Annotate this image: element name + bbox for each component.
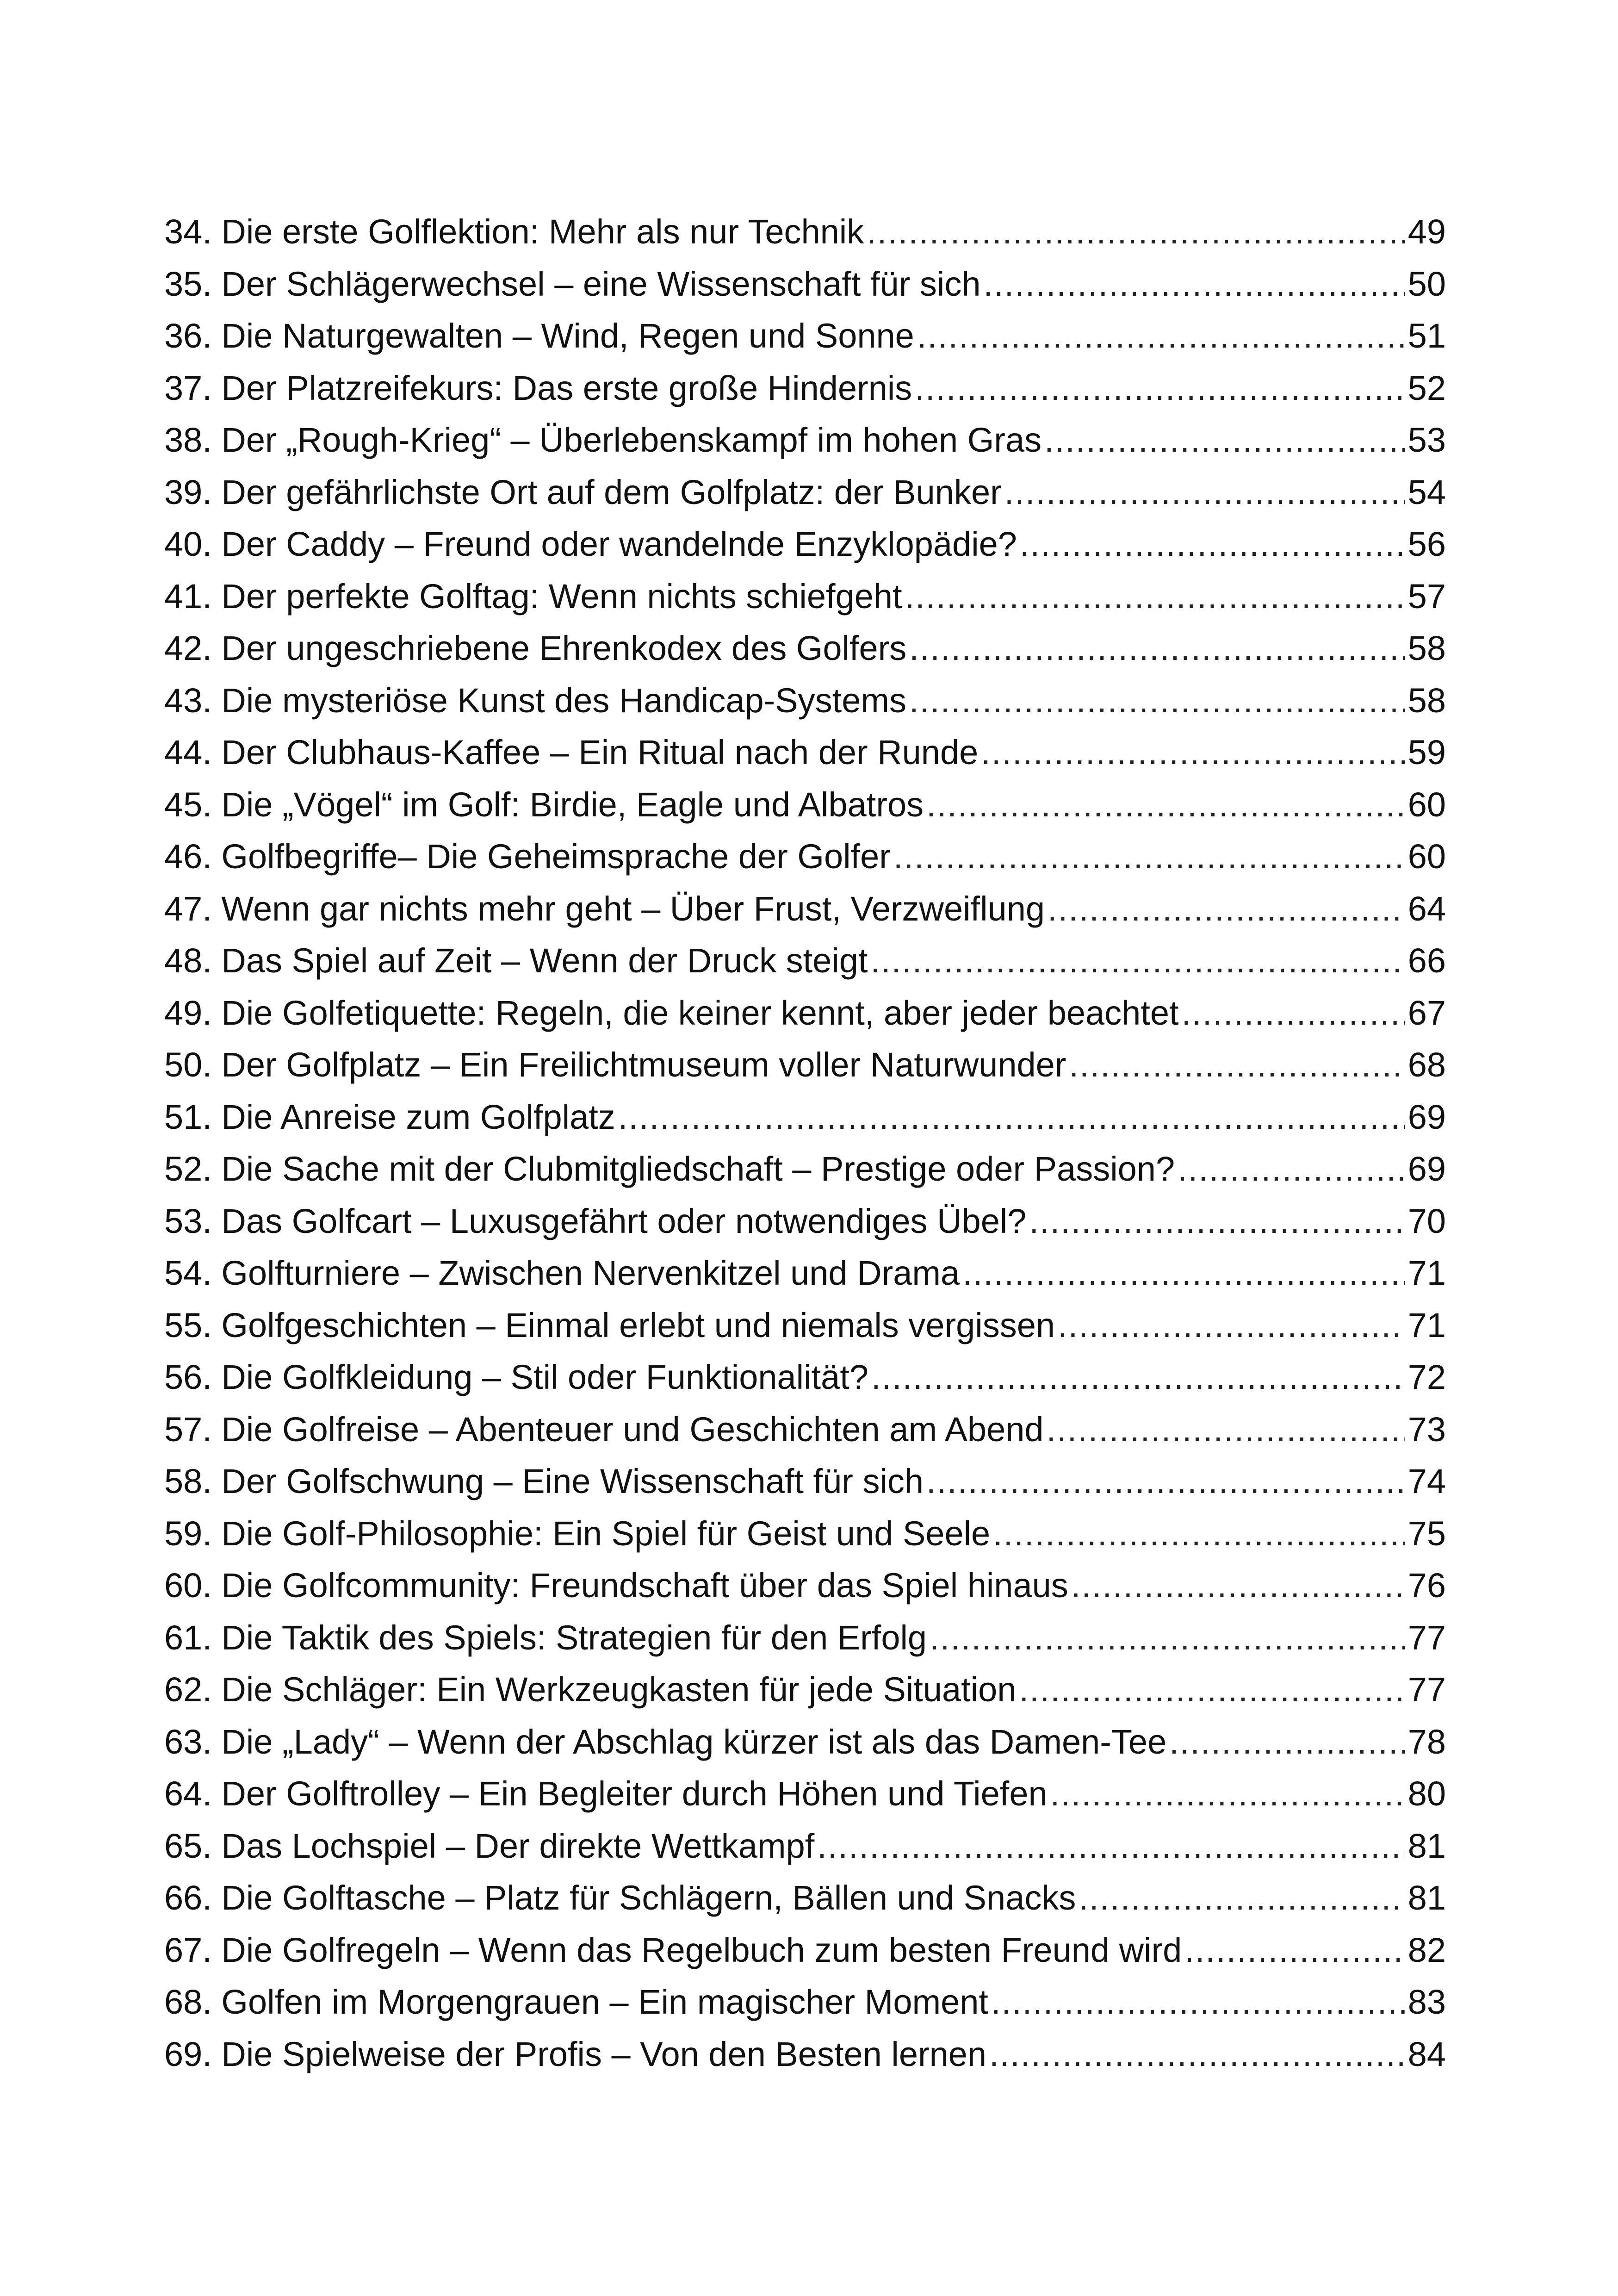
- toc-entry[interactable]: [164, 1664, 1446, 1716]
- dot-leader: [1169, 1716, 1405, 1768]
- toc-entry-title: 39. Der gefährlichste Ort auf dem Golfplatz: der Bunker: [164, 473, 1002, 511]
- toc-entry-title: 51. Die Anreise zum Golfplatz: [164, 1097, 615, 1136]
- dot-leader: [1184, 1924, 1405, 1977]
- toc-entry[interactable]: [164, 1300, 1446, 1352]
- dot-leader: [926, 779, 1405, 831]
- toc-entry-title: 69. Die Spielweise der Profis – Von den Besten lernen: [164, 2035, 987, 2073]
- toc-entry[interactable]: [164, 1924, 1446, 1977]
- toc-entry-title: 52. Die Sache mit der Clubmitgliedschaft – Prestige oder Passion?: [164, 1150, 1175, 1188]
- toc-entry-page-number: 73: [1407, 1410, 1446, 1449]
- toc-entry-page-number: 58: [1407, 629, 1446, 667]
- dot-leader: [981, 727, 1405, 779]
- toc-entry-page-number: 70: [1407, 1201, 1446, 1240]
- toc-entry-page-number: 69: [1407, 1150, 1446, 1188]
- dot-leader: [1050, 1768, 1405, 1820]
- dot-leader: [962, 1247, 1405, 1300]
- dot-leader: [817, 1820, 1405, 1873]
- dot-leader: [618, 1091, 1405, 1144]
- toc-entry[interactable]: [164, 362, 1446, 415]
- dot-leader: [905, 571, 1405, 623]
- toc-entry[interactable]: [164, 779, 1446, 831]
- toc-entry-page-number: 81: [1407, 1879, 1446, 1917]
- toc-entry-page-number: 71: [1407, 1306, 1446, 1344]
- toc-entry-page-number: 81: [1407, 1826, 1446, 1865]
- toc-entry-title: 54. Golfturniere – Zwischen Nervenkitzel und Drama: [164, 1254, 960, 1292]
- toc-entry[interactable]: [164, 1456, 1446, 1508]
- toc-entry-title: 66. Die Golftasche – Platz für Schlägern, Bällen und Snacks: [164, 1879, 1076, 1917]
- toc-entry[interactable]: [164, 467, 1446, 519]
- toc-entry[interactable]: [164, 1351, 1446, 1404]
- dot-leader: [1004, 467, 1405, 519]
- dot-leader: [926, 1456, 1405, 1508]
- dot-leader: [1079, 1872, 1405, 1924]
- toc-entry-title: 64. Der Golftrolley – Ein Begleiter durch Höhen und Tiefen: [164, 1774, 1048, 1813]
- dot-leader: [909, 675, 1405, 727]
- toc-entry-page-number: 82: [1407, 1930, 1446, 1969]
- toc-entry-page-number: 56: [1407, 525, 1446, 563]
- toc-entry-page-number: 51: [1407, 317, 1446, 355]
- toc-entry[interactable]: [164, 1976, 1446, 2028]
- toc-entry[interactable]: [164, 1404, 1446, 1456]
- toc-entry-page-number: 64: [1407, 889, 1446, 928]
- toc-entry-title: 56. Die Golfkleidung – Stil oder Funktionalität?: [164, 1358, 868, 1396]
- dot-leader: [1029, 1195, 1405, 1248]
- toc-entry[interactable]: [164, 2028, 1446, 2081]
- toc-entry-page-number: 71: [1407, 1254, 1446, 1292]
- toc-entry-title: 47. Wenn gar nichts mehr geht – Über Frust, Verzweiflung: [164, 889, 1045, 928]
- toc-entry-title: 37. Der Platzreifekurs: Das erste große Hindernis: [164, 368, 912, 407]
- toc-entry-title: 57. Die Golfreise – Abenteuer und Geschichten am Abend: [164, 1410, 1044, 1449]
- toc-entry-page-number: 72: [1407, 1358, 1446, 1396]
- toc-entry-title: 58. Der Golfschwung – Eine Wissenschaft für sich: [164, 1462, 924, 1500]
- toc-entry-title: 53. Das Golfcart – Luxusgefährt oder notwendiges Übel?: [164, 1201, 1027, 1240]
- dot-leader: [909, 622, 1405, 675]
- toc-entry-title: 40. Der Caddy – Freund oder wandelnde Enzyklopädie?: [164, 525, 1017, 563]
- toc-entry-title: 49. Die Golfetiquette: Regeln, die keiner kennt, aber jeder beachtet: [164, 993, 1179, 1032]
- toc-entry-page-number: 67: [1407, 993, 1446, 1032]
- toc-entry-title: 43. Die mysteriöse Kunst des Handicap-Systems: [164, 681, 907, 720]
- toc-entry-page-number: 78: [1407, 1722, 1446, 1761]
- toc-entry-title: 34. Die erste Golflektion: Mehr als nur Technik: [164, 212, 864, 251]
- dot-leader: [871, 1351, 1405, 1404]
- dot-leader: [991, 1976, 1405, 2028]
- dot-leader: [867, 206, 1405, 258]
- toc-entry-title: 59. Die Golf-Philosophie: Ein Spiel für Geist und Seele: [164, 1514, 991, 1553]
- toc-entry[interactable]: [164, 258, 1446, 311]
- dot-leader: [870, 935, 1405, 987]
- toc-entry-title: 48. Das Spiel auf Zeit – Wenn der Druck steigt: [164, 941, 868, 980]
- toc-entry-page-number: 66: [1407, 941, 1446, 980]
- toc-entry-page-number: 52: [1407, 368, 1446, 407]
- toc-entry[interactable]: [164, 1716, 1446, 1768]
- toc-entry-page-number: 76: [1407, 1566, 1446, 1605]
- toc-entry-page-number: 77: [1407, 1618, 1446, 1657]
- toc-entry-page-number: 50: [1407, 264, 1446, 303]
- toc-entry-page-number: 49: [1407, 212, 1446, 251]
- toc-entry-title: 62. Die Schläger: Ein Werkzeugkasten für jede Situation: [164, 1670, 1017, 1709]
- toc-entry[interactable]: [164, 1872, 1446, 1924]
- toc-entry[interactable]: [164, 1039, 1446, 1091]
- toc-entry[interactable]: [164, 206, 1446, 258]
- dot-leader: [1071, 1560, 1405, 1612]
- toc-entry-page-number: 54: [1407, 473, 1446, 511]
- toc-entry[interactable]: [164, 675, 1446, 727]
- toc-entry[interactable]: [164, 727, 1446, 779]
- dot-leader: [989, 2028, 1405, 2081]
- dot-leader: [930, 1612, 1405, 1664]
- toc-entry-title: 45. Die „Vögel“ im Golf: Birdie, Eagle und Albatros: [164, 785, 924, 824]
- dot-leader: [915, 362, 1405, 415]
- toc-entry-title: 50. Der Golfplatz – Ein Freilichtmuseum voller Naturwunder: [164, 1045, 1066, 1084]
- dot-leader: [1047, 1404, 1405, 1456]
- toc-entry-page-number: 80: [1407, 1774, 1446, 1813]
- toc-entry-page-number: 84: [1407, 2035, 1446, 2073]
- toc-entry-title: 68. Golfen im Morgengrauen – Ein magischer Moment: [164, 1983, 988, 2021]
- toc-entry[interactable]: [164, 1195, 1446, 1248]
- toc-entry[interactable]: [164, 1820, 1446, 1873]
- toc-entry[interactable]: [164, 518, 1446, 571]
- dot-leader: [1044, 414, 1405, 467]
- toc-entry[interactable]: [164, 1560, 1446, 1612]
- toc-entry-page-number: 69: [1407, 1097, 1446, 1136]
- toc-entry-page-number: 77: [1407, 1670, 1446, 1709]
- toc-entry[interactable]: [164, 571, 1446, 623]
- toc-entry[interactable]: [164, 1247, 1446, 1300]
- toc-entry-title: 67. Die Golfregeln – Wenn das Regelbuch zum besten Freund wird: [164, 1930, 1182, 1969]
- toc-entry[interactable]: [164, 1612, 1446, 1664]
- toc-entry-page-number: 53: [1407, 421, 1446, 459]
- toc-entry-title: 46. Golfbegriffe– Die Geheimsprache der Golfer: [164, 837, 891, 876]
- toc-entry-title: 36. Die Naturgewalten – Wind, Regen und Sonne: [164, 317, 914, 355]
- dot-leader: [917, 310, 1405, 362]
- dot-leader: [1020, 518, 1405, 571]
- toc-entry-title: 61. Die Taktik des Spiels: Strategien für den Erfolg: [164, 1618, 927, 1657]
- toc-entry-page-number: 60: [1407, 837, 1446, 876]
- toc-entry-title: 63. Die „Lady“ – Wenn der Abschlag kürzer ist als das Damen-Tee: [164, 1722, 1167, 1761]
- toc-entry[interactable]: [164, 1768, 1446, 1820]
- dot-leader: [1048, 883, 1405, 935]
- dot-leader: [1019, 1664, 1405, 1716]
- toc-entry-page-number: 58: [1407, 681, 1446, 720]
- dot-leader: [993, 1508, 1405, 1560]
- toc-entry-page-number: 83: [1407, 1983, 1446, 2021]
- table-of-contents: [164, 206, 1446, 2080]
- toc-entry[interactable]: [164, 414, 1446, 467]
- toc-entry-title: 35. Der Schlägerwechsel – eine Wissenschaft für sich: [164, 264, 981, 303]
- toc-entry[interactable]: [164, 1143, 1446, 1195]
- toc-entry-page-number: 68: [1407, 1045, 1446, 1084]
- toc-entry-title: 38. Der „Rough-Krieg“ – Überlebenskampf im hohen Gras: [164, 421, 1042, 459]
- toc-entry-title: 60. Die Golfcommunity: Freundschaft über das Spiel hinaus: [164, 1566, 1068, 1605]
- toc-entry[interactable]: [164, 310, 1446, 362]
- dot-leader: [893, 831, 1405, 883]
- toc-entry[interactable]: [164, 622, 1446, 675]
- toc-entry-page-number: 59: [1407, 733, 1446, 772]
- dot-leader: [1178, 1143, 1405, 1195]
- dot-leader: [983, 258, 1405, 311]
- toc-entry-title: 41. Der perfekte Golftag: Wenn nichts schiefgeht: [164, 577, 902, 616]
- toc-entry-page-number: 60: [1407, 785, 1446, 824]
- toc-entry-title: 55. Golfgeschichten – Einmal erlebt und niemals vergissen: [164, 1306, 1055, 1344]
- toc-entry-title: 44. Der Clubhaus-Kaffee – Ein Ritual nach der Runde: [164, 733, 979, 772]
- toc-entry[interactable]: [164, 831, 1446, 883]
- toc-entry[interactable]: [164, 987, 1446, 1039]
- dot-leader: [1069, 1039, 1405, 1091]
- toc-entry[interactable]: [164, 935, 1446, 987]
- toc-entry[interactable]: [164, 1508, 1446, 1560]
- toc-entry-title: 42. Der ungeschriebene Ehrenkodex des Golfers: [164, 629, 907, 667]
- toc-entry[interactable]: [164, 1091, 1446, 1144]
- dot-leader: [1058, 1300, 1405, 1352]
- dot-leader: [1182, 987, 1405, 1039]
- toc-entry[interactable]: [164, 883, 1446, 935]
- toc-entry-page-number: 57: [1407, 577, 1446, 616]
- toc-entry-title: 65. Das Lochspiel – Der direkte Wettkampf: [164, 1826, 815, 1865]
- toc-entry-page-number: 75: [1407, 1514, 1446, 1553]
- toc-entry-page-number: 74: [1407, 1462, 1446, 1500]
